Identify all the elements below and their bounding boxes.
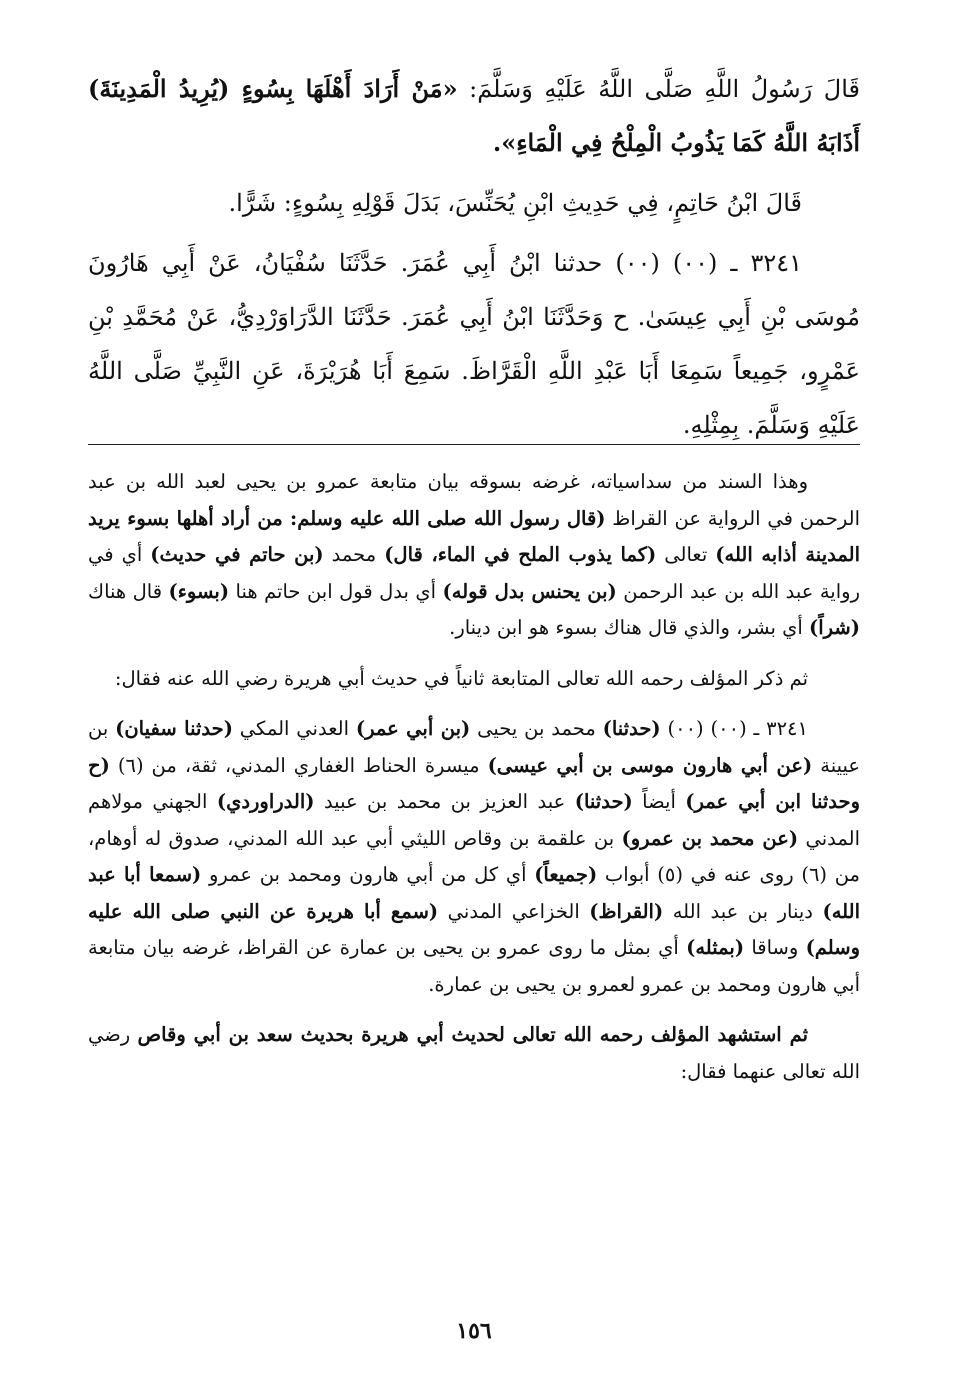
hadith-isnad: ٣٢٤١ ـ (٠٠) (٠٠) حدثنا ابْنُ أَبِي عُمَرَ. حَدَّثَنَا سُفْيَانُ، عَنْ أَبِي هَارُونَ مُوسَى بْنِ أَبِي عِيسَىٰ. ح وَحَدَّثَنَا ابْنُ أَبِي عُمَرَ. حَدَّثَنَا الدَّرَاوَرْدِيُّ، عَنْ مُحَمَّدِ بْنِ عَمْرٍو، جَمِيعاً سَمِعَا أَبَا عَبْدِ اللَّهِ الْقَرَّاظَ. سَمِعَ أَبَا هُرَيْرَةَ، عَنِ النَّبِيِّ صَلَّى اللَّهُ عَلَيْهِ وَسَلَّمَ. بِمِثْلِهِ. — [88, 249, 860, 439]
hadith-intro: قَالَ رَسُولُ اللَّهِ صَلَّى اللَّهُ عَلَيْهِ وَسَلَّمَ: — [457, 75, 861, 103]
hadith-quote: «مَنْ أَرَادَ أَهْلَهَا بِسُوءٍ (يُرِيدُ الْمَدِينَةَ) أَذَابَهُ اللَّهُ كَمَا يَذُوبُ الْمِلْحُ فِي الْمَاءِ» — [88, 74, 860, 157]
text-run: بن علقمة بن وقاص الليثي أبي عبد الله المدني، صدوق له أوهام، من (٦) روى عنه في (٥) أبواب — [88, 826, 860, 886]
bold-run: (عن محمد بن عمرو) — [621, 826, 799, 850]
bold-run: (بسوء) — [168, 579, 230, 603]
hadith-paragraph-2 — [88, 176, 860, 230]
bold-run: (بن حاتم في حديث) — [150, 543, 324, 566]
text-run: ٣٢٤١ ـ (٠٠) (٠٠) — [660, 717, 809, 740]
text-run: أي بمثل ما روى عمرو بن يحيى بن عمارة عن القراظ، غرضه بيان متابعة أبي هارون ومحمد بن عمرو لعمرو بن يحيى بن عمارة. — [88, 936, 860, 996]
bold-run: (بن يحنس بدل قوله) — [442, 579, 617, 603]
text-run: أيضاً — [632, 790, 686, 813]
bold-run: (سمع أبا هريرة عن النبي صلى الله عليه وسلم) — [88, 899, 860, 959]
text-run: أي في رواية عبد الله بن عبد الرحمن — [88, 543, 860, 603]
commentary-paragraph-4 — [88, 1017, 860, 1090]
bold-run: (سمعا أبا عبد الله) — [88, 863, 860, 923]
hadith-paragraph-3 — [88, 236, 860, 452]
bold-run: (بمثله) — [686, 936, 745, 959]
text-run: قال هناك — [88, 579, 169, 603]
text-run: محمد — [323, 543, 385, 566]
text-run: عبد العزيز بن محمد بن عبيد — [314, 790, 575, 813]
commentary-paragraph-2 — [88, 661, 860, 698]
bold-run: (شراً) — [809, 616, 860, 639]
bold-run: (قال رسول الله صلى الله عليه وسلم: من أراد أهلها بسوء يريد المدينة أذابه الله) — [88, 506, 860, 566]
footnote-divider — [88, 444, 860, 445]
text-run: أي بشر، والذي قال هناك بسوء هو ابن دينار. — [449, 616, 810, 639]
bold-run: (كما يذوب الملح في الماء، قال) — [384, 543, 657, 566]
text-run: رضي الله تعالى عنهما فقال: — [88, 1023, 860, 1083]
text-run: أي كل من أبي هارون ومحمد بن عمرو — [201, 863, 535, 886]
text-run: تعالى — [656, 543, 716, 566]
bold-run: (جميعاً) — [534, 863, 598, 886]
text-run: وساقا — [744, 936, 806, 959]
text-run: بن عيينة — [88, 717, 860, 777]
commentary-block — [88, 464, 860, 1104]
bold-run: (الدراوردي) — [216, 790, 315, 813]
bold-run: (ح وحدثنا ابن أبي عمر) — [88, 753, 861, 813]
text-run: وهذا السند من سداسياته، غرضه بسوقه بيان متابعة عمرو بن يحيى لعبد الله بن عبد الرحمن في الرواية عن القراظ — [88, 470, 860, 530]
text-run: الخزاعي المدني — [438, 899, 590, 923]
text-run: العدني المكي — [232, 717, 356, 740]
commentary-paragraph-3 — [88, 711, 860, 1003]
bold-run: (عن أبي هارون موسى بن أبي عيسى) — [487, 753, 813, 777]
bold-run: (بن أبي عمر) — [355, 717, 471, 740]
hadith-period: . — [492, 128, 502, 157]
text-run: ميسرة الحناط الغفاري المدني، ثقة، من (٦) — [109, 753, 488, 777]
text-run: الجهني مولاهم المدني — [88, 790, 861, 850]
book-page — [88, 62, 860, 1352]
hadith-note: قَالَ ابْنُ حَاتِمٍ، فِي حَدِيثِ ابْنِ يُحَنِّسَ، بَدَلَ قَوْلِهِ بِسُوءٍ: شَرًّا. — [228, 189, 802, 217]
hadith-text-block — [88, 62, 860, 452]
text-run: أي بدل قول ابن حاتم هنا — [229, 579, 443, 603]
text-run: ثم ذكر المؤلف رحمه الله تعالى المتابعة ثانياً في حديث أبي هريرة رضي الله عنه فقال: — [114, 666, 808, 690]
bold-run: ثم استشهد المؤلف رحمه الله تعالى لحديث أبي هريرة بحديث سعد بن أبي وقاص — [137, 1023, 808, 1046]
page-number: ١٥٦ — [456, 1318, 492, 1344]
bold-run: (حدثنا سفيان) — [115, 717, 233, 740]
bold-run: (حدثنا) — [574, 790, 633, 813]
bold-run: (حدثنا) — [602, 717, 661, 740]
text-run: محمد بن يحيى — [470, 717, 603, 740]
commentary-paragraph-1 — [88, 464, 860, 647]
hadith-paragraph-1 — [88, 62, 860, 170]
bold-run: (القراظ) — [589, 899, 664, 923]
text-run: دينار بن عبد الله — [663, 899, 823, 923]
